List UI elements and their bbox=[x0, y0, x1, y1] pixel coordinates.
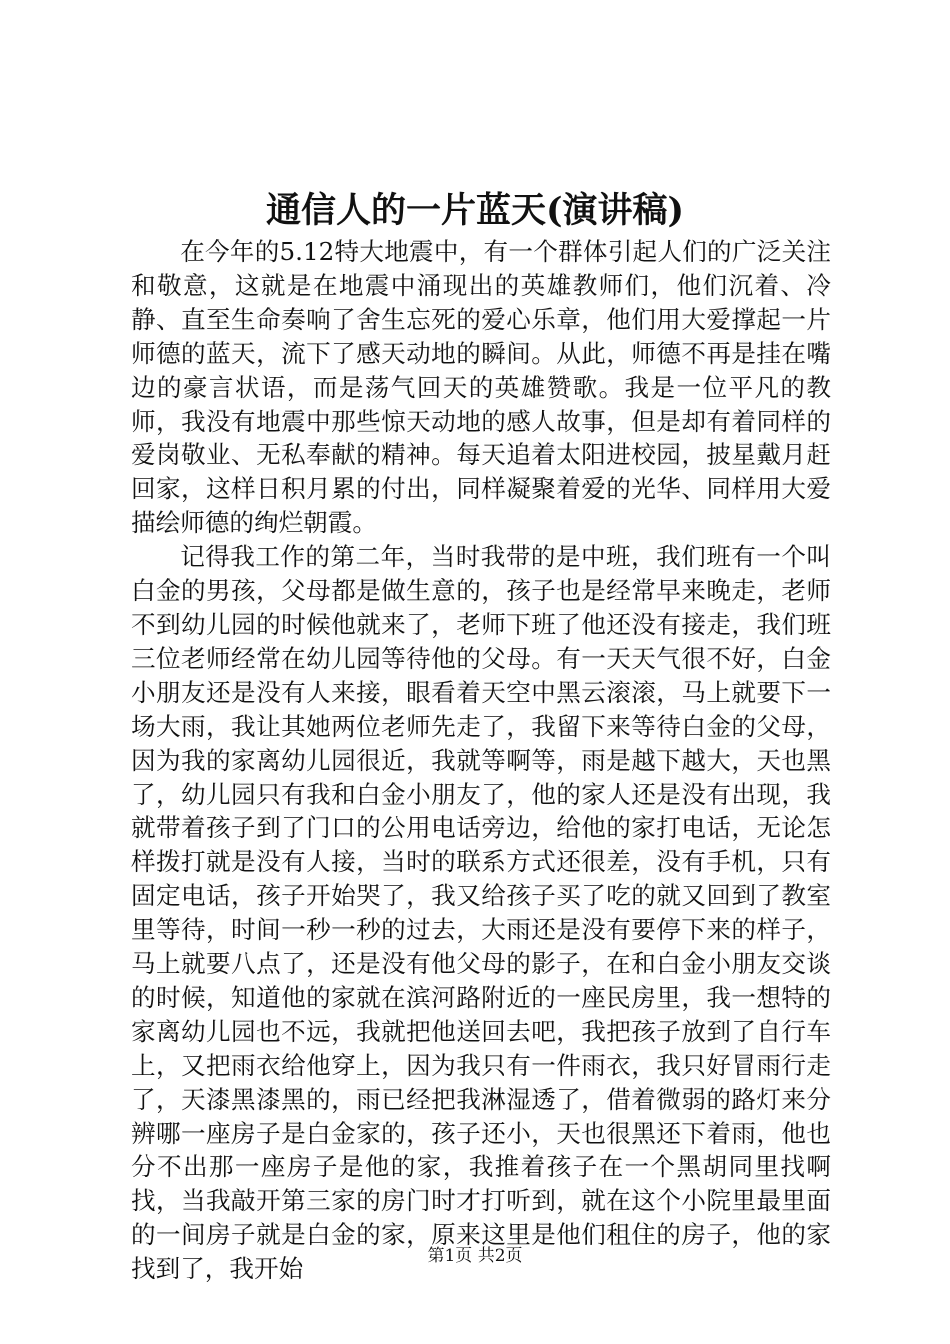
document-title: 通信人的一片蓝天(演讲稿) bbox=[265, 190, 685, 231]
document-body bbox=[131, 235, 831, 1286]
paragraph: 记得我工作的第二年，当时我带的是中班，我们班有一个叫白金的男孩，父母都是做生意的，孩子也是经常早来晚走，老师不到幼儿园的时候他就来了，老师下班了他还没有接走，我们班三位老师经常在幼儿园等待他的父母。有一天天气很不好，白金小朋友还是没有人来接，眼看着天空中黑云滚滚，马上就要下一场大雨，我让其她两位老师先走了，我留下来等待白金的父母，因为我的家离幼儿园很近，我就等啊等，雨是越下越大，天也黑了，幼儿园只有我和白金小朋友了，他的家人还是没有出现，我就带着孩子到了门口的公用电话旁边，给他的家打电话，无论怎样拨打就是没有人接，当时的联系方式还很差，没有手机，只有固定电话，孩子开始哭了，我又给孩子买了吃的就又回到了教室里等待，时间一秒一秒的过去，大雨还是没有要停下来的样子，马上就要八点了，还是没有他父母的影子，在和白金小朋友交谈的时候，知道他的家就在滨河路附近的一座民房里，我一想特的家离幼儿园也不远，我就把他送回去吧，我把孩子放到了自行车上，又把雨衣给他穿上，因为我只有一件雨衣，我只好冒雨行走了，天漆黑漆黑的，雨已经把我淋湿透了，借着微弱的路灯来分辨哪一座房子是白金家的，孩子还小，天也很黑还下着雨，他也分不出那一座房子是他的家，我推着孩子在一个黑胡同里找啊找，当我敲开第三家的房门时才打听到，就在这个小院里最里面的一间房子就是白金的家，原来这里是他们租住的房子，他的家找到了，我开始 bbox=[131, 542, 831, 1284]
page-number: 第1页 共2页 bbox=[427, 1246, 523, 1266]
paragraph: 在今年的5.12特大地震中，有一个群体引起人们的广泛关注和敬意，这就是在地震中涌现出的英雄教师们，他们沉着、冷静、直至生命奏响了舍生忘死的爱心乐章，他们用大爱撑起一片师德的蓝天，流下了感天动地的瞬间。从此，师德不再是挂在嘴边的豪言状语，而是荡气回天的英雄赞歌。我是一位平凡的教师，我没有地震中那些惊天动地的感人故事，但是却有着同样的爱岗敬业、无私奉献的精神。每天追着太阳进校园，披星戴月赶回家，这样日积月累的付出，同样凝聚着爱的光华、同样用大爱描绘师德的绚烂朝霞。 bbox=[131, 237, 831, 538]
